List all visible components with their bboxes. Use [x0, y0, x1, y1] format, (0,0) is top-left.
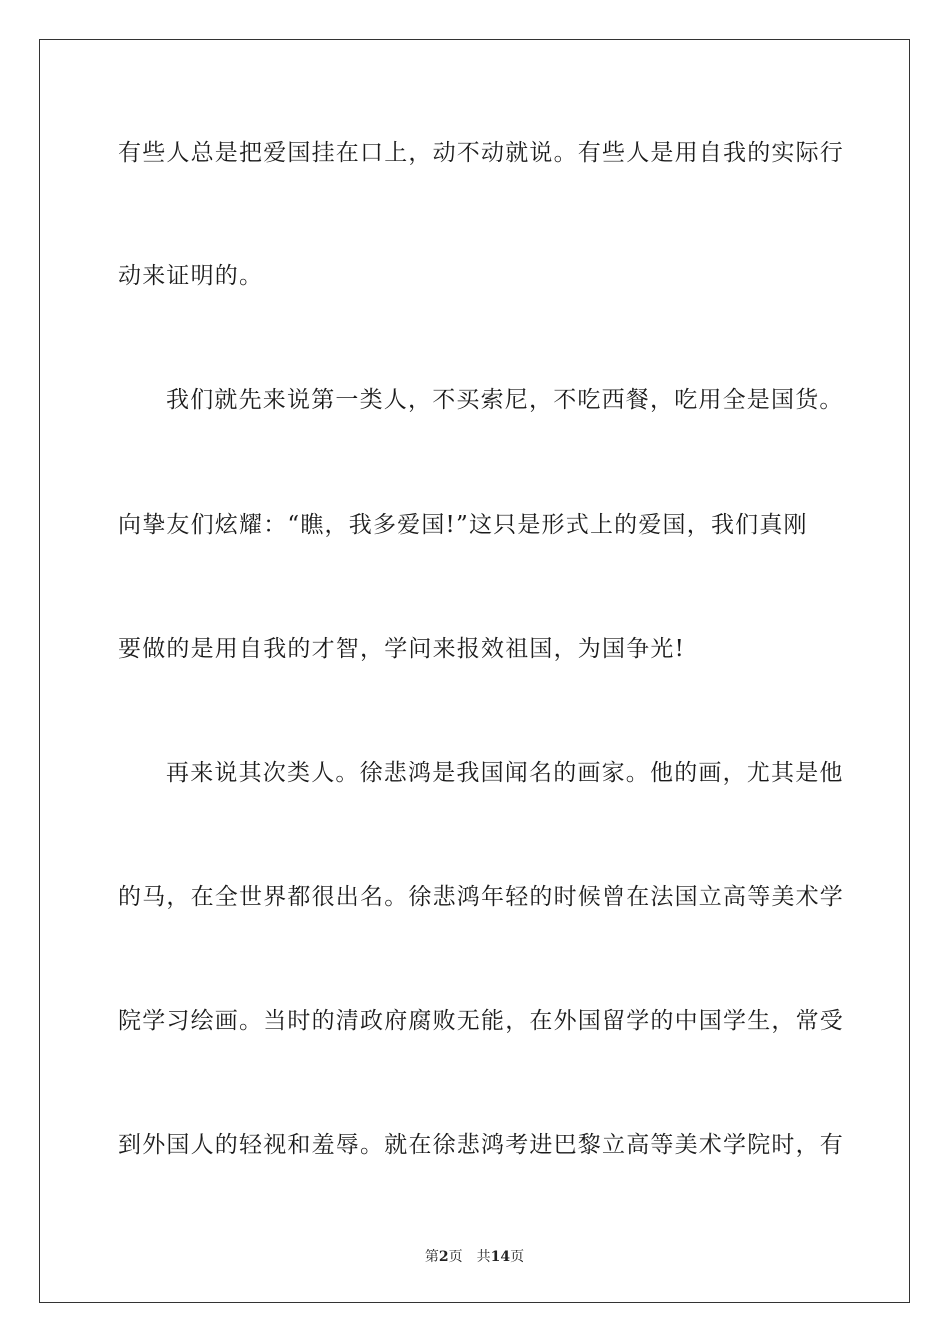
paragraph-line: 向挚友们炫耀：“瞧，我多爱国!”这只是形式上的爱国，我们真刚 [118, 512, 808, 538]
page-number: 2 [438, 1249, 449, 1265]
paragraph-line: 要做的是用自我的才智，学问来报效祖国，为国争光! [118, 636, 686, 662]
paragraph-line: 的马，在全世界都很出名。徐悲鸿年轻的时候曾在法国立高等美术学 [118, 884, 844, 910]
paragraph-line: 再来说其次类人。徐悲鸿是我国闻名的画家。他的画，尤其是他 [166, 760, 844, 786]
paragraph-line: 有些人总是把爱国挂在口上，动不动就说。有些人是用自我的实际行 [118, 140, 844, 166]
page-label-prefix: 第 [424, 1249, 439, 1265]
document-page [39, 39, 910, 1303]
page-label-suffix: 页 [448, 1249, 463, 1265]
paragraph-line: 到外国人的轻视和羞辱。就在徐悲鸿考进巴黎立高等美术学院时，有 [118, 1132, 844, 1158]
page-footer [40, 1246, 909, 1266]
total-label-suffix: 页 [510, 1249, 525, 1265]
total-pages: 14 [490, 1249, 511, 1265]
paragraph-line: 动来证明的。 [118, 263, 264, 289]
paragraph-line: 院学习绘画。当时的清政府腐败无能，在外国留学的中国学生，常受 [118, 1008, 844, 1034]
total-label-prefix: 共 [476, 1249, 491, 1265]
paragraph-line: 我们就先来说第一类人，不买索尼，不吃西餐，吃用全是国货。 [166, 387, 844, 413]
